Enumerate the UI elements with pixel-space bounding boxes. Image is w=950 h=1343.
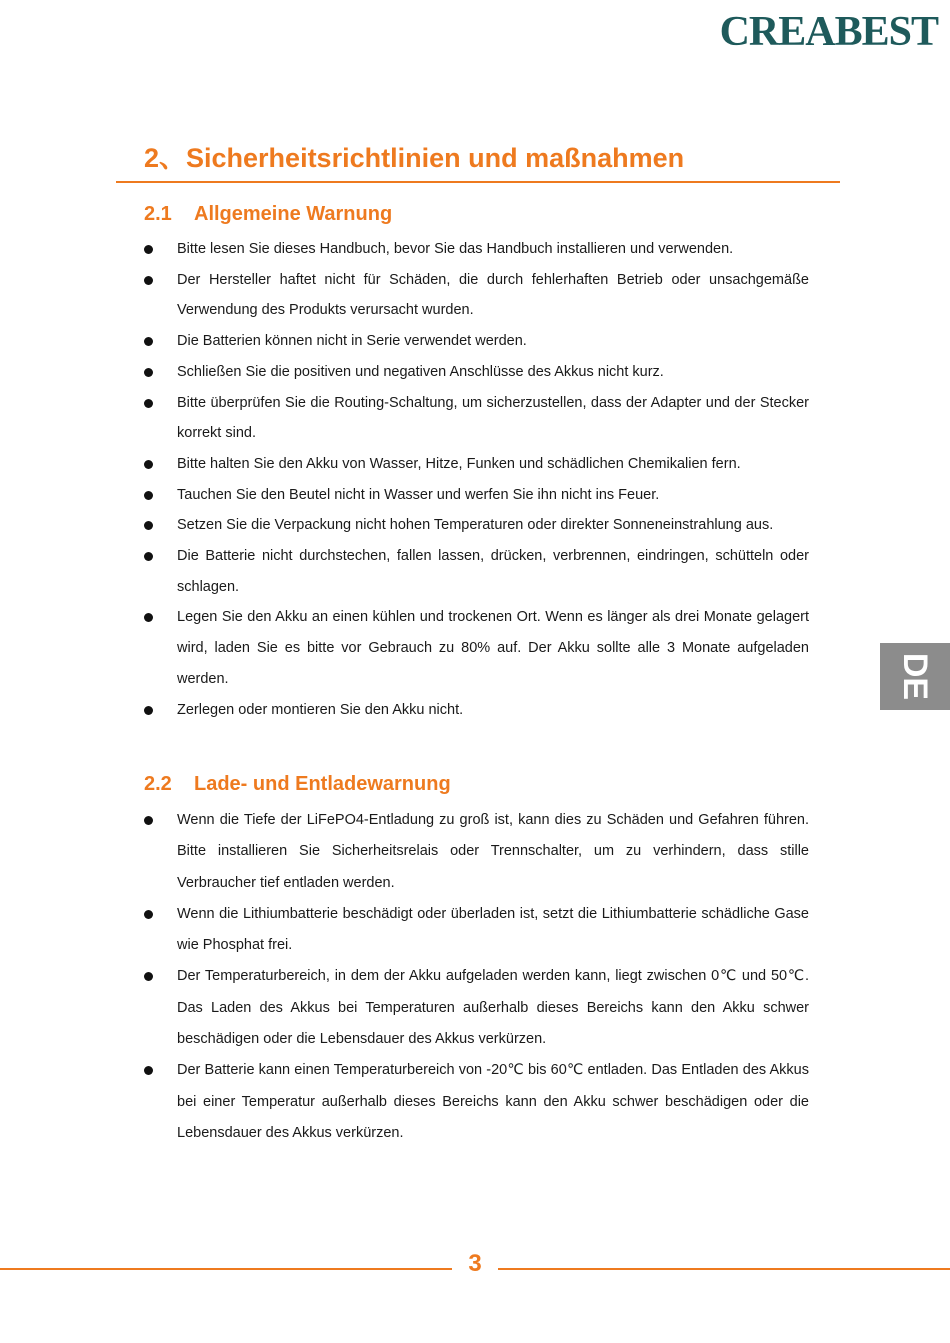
bullet-icon [144, 972, 153, 981]
list-item-text: Der Batterie kann einen Temperaturbereich von -20℃ bis 60℃ entladen. Das Entladen des Akkus bei einer Temperatur außerhalb dieses Bereichs kann den Akku schwer beschädigen oder die Lebensdauer des Akkus verkürzen. [177, 1062, 809, 1141]
page-number: 3 [468, 1250, 482, 1277]
list-item [144, 388, 809, 449]
list-item [144, 449, 809, 480]
list-item-text: Wenn die Tiefe der LiFePO4-Entladung zu groß ist, kann dies zu Schäden und Gefahren führen. Bitte installieren Sie Sicherheitsrelais oder Trennschalter, um zu verhindern, dass stille Verbraucher tief entladen werden. [177, 812, 809, 891]
bullet-icon [144, 491, 153, 500]
list-item [144, 805, 809, 899]
bullet-icon [144, 706, 153, 715]
title-divider [116, 181, 840, 183]
section-number: 2.1 [144, 203, 172, 225]
bullet-icon [144, 552, 153, 561]
section-heading-general-warning [144, 203, 392, 226]
bullet-icon [144, 460, 153, 469]
list-item-text: Die Batterie nicht durchstechen, fallen lassen, drücken, verbrennen, eindringen, schütteln oder schlagen. [177, 548, 809, 595]
footer-rule-left [0, 1268, 452, 1270]
list-item-text: Bitte halten Sie den Akku von Wasser, Hitze, Funken und schädlichen Chemikalien fern. [177, 455, 741, 472]
bullet-icon [144, 816, 153, 825]
list-item-text: Der Temperaturbereich, in dem der Akku aufgeladen werden kann, liegt zwischen 0℃ und 50℃. Das Laden des Akkus bei Temperaturen außerhalb dieses Bereichs kann den Akku schwer beschädigen oder die Lebensdauer des Akkus verkürzen. [177, 968, 809, 1048]
language-tab [880, 643, 950, 710]
section-heading-charge-warning [144, 773, 451, 796]
list-item [144, 899, 809, 962]
bullet-icon [144, 368, 153, 377]
general-warning-list [144, 234, 809, 725]
list-item [144, 602, 809, 694]
list-item-text: Der Hersteller haftet nicht für Schäden, die durch fehlerhaften Betrieb oder unsachgemäße Verwendung des Produkts verursacht wurden. [177, 271, 809, 319]
list-item [144, 326, 809, 357]
list-item [144, 541, 809, 602]
list-item-text: Legen Sie den Akku an einen kühlen und trockenen Ort. Wenn es länger als drei Monate gelagert wird, laden Sie es bitte vor Gebrauch zu 80% auf. Der Akku sollte alle 3 Monate aufgeladen werden. [177, 609, 809, 687]
page-title: 2、Sicherheitsrichtlinien und maßnahmen [144, 143, 685, 173]
list-item [144, 510, 809, 541]
bullet-icon [144, 521, 153, 530]
list-item [144, 695, 809, 726]
list-item-text: Bitte lesen Sie dieses Handbuch, bevor Sie das Handbuch installieren und verwenden. [177, 241, 734, 257]
list-item-text: Setzen Sie die Verpackung nicht hohen Temperaturen oder direkter Sonneneinstrahlung aus. [177, 517, 774, 534]
bullet-icon [144, 910, 153, 919]
brand-logo: CREABEST [719, 9, 938, 55]
section-number: 2.2 [144, 773, 172, 795]
bullet-icon [144, 399, 153, 408]
list-item-text: Bitte überprüfen Sie die Routing-Schaltung, um sicherzustellen, dass der Adapter und der Stecker korrekt sind. [177, 394, 809, 442]
list-item [144, 265, 809, 326]
section-title: Lade- und Entladewarnung [194, 773, 451, 795]
section-title: Allgemeine Warnung [194, 203, 393, 225]
bullet-icon [144, 245, 153, 254]
list-item [144, 357, 809, 388]
list-item-text: Wenn die Lithiumbatterie beschädigt oder überladen ist, setzt die Lithiumbatterie schädliche Gase wie Phosphat frei. [177, 905, 809, 954]
charge-warning-list [144, 805, 809, 1149]
list-item-text: Schließen Sie die positiven und negativen Anschlüsse des Akkus nicht kurz. [177, 363, 664, 380]
list-item [144, 961, 809, 1055]
bullet-icon [144, 276, 153, 285]
list-item-text: Tauchen Sie den Beutel nicht in Wasser und werfen Sie ihn nicht ins Feuer. [177, 486, 660, 503]
list-item-text: Die Batterien können nicht in Serie verwendet werden. [177, 333, 527, 350]
list-item-text: Zerlegen oder montieren Sie den Akku nicht. [177, 701, 464, 718]
bullet-icon [144, 613, 153, 622]
list-item [144, 1055, 809, 1149]
bullet-icon [144, 337, 153, 346]
bullet-icon [144, 1066, 153, 1075]
language-code: DE [896, 652, 935, 701]
list-item [144, 234, 809, 265]
footer-rule-right [498, 1268, 950, 1270]
list-item [144, 480, 809, 511]
